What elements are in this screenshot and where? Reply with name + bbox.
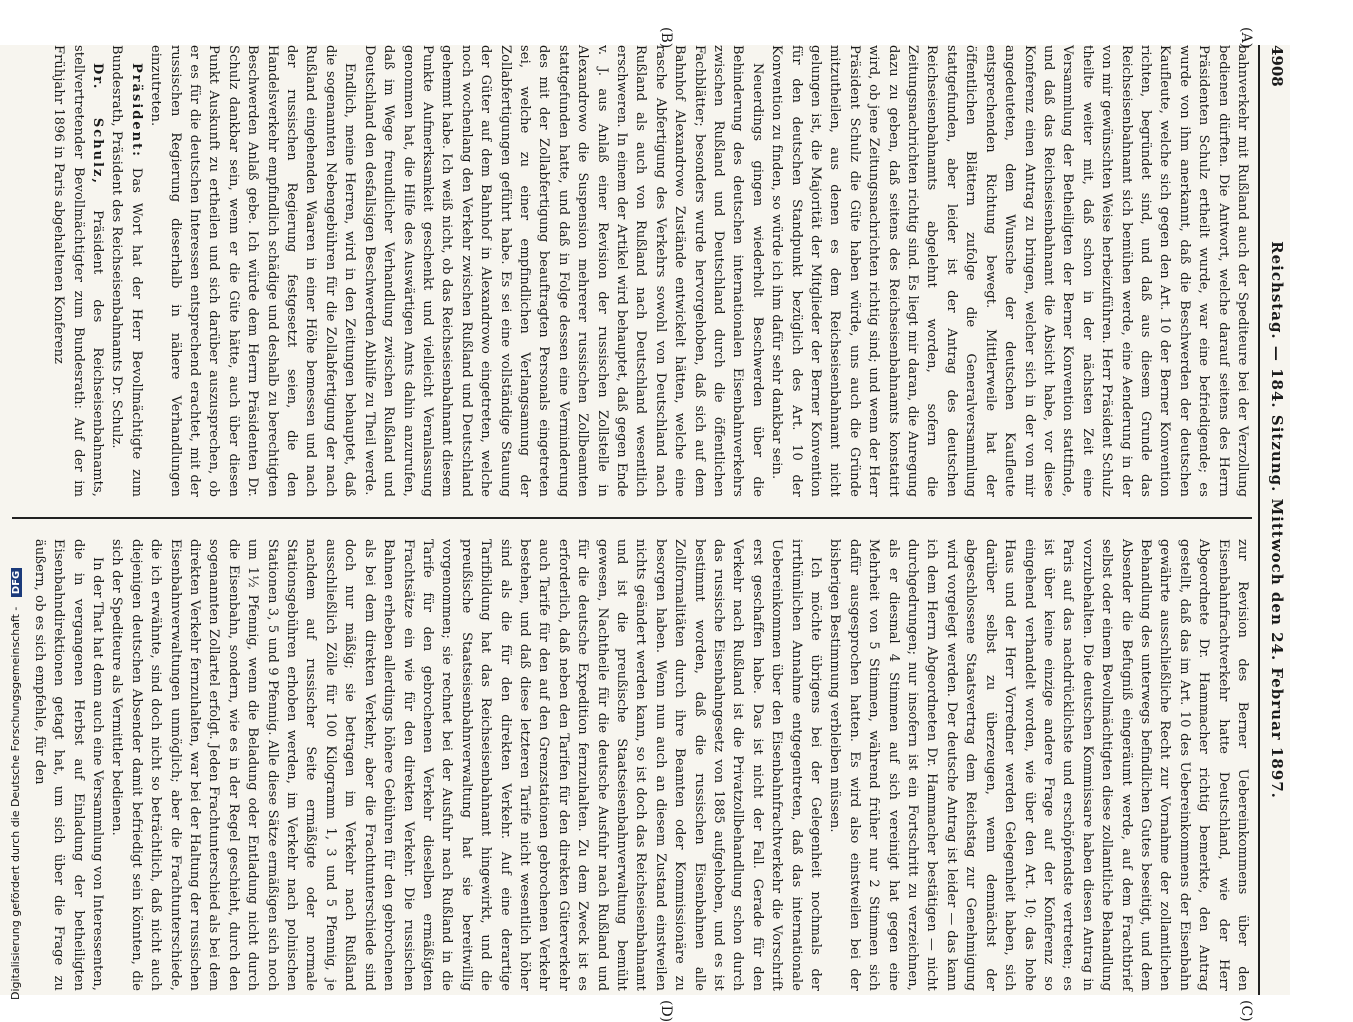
president-paragraph xyxy=(107,45,146,497)
left-paragraph-3: Endlich, meine Herren, wird in den Zeitungen behauptet, daß die sogenannten Nebengebühren für die Zollabfertigung der nach Rußland eingehenden Waaren in einer Höhe bemessen und nach der russischen Regierung festgesetzt seien, die den Handelsverkehr empfindlich schädige und deshalb zu berechtigten Beschwerden Anlaß gebe. Ich würde dem Herrn Präsidenten Dr. Schulz dankbar sein, wenn er die Güte hätte, auch über diesen Punkt Auskunft zu ertheilen und sich darüber auszusprechen, ob er es für die deutschen Interessen entsprechend erachtet, mit der russischen Regierung dieserhalb in nähere Verhandlungen einzutreten. xyxy=(148,45,358,497)
marker-d: (D) xyxy=(658,1000,674,1022)
running-head: Reichstag. — 184. Sitzung. Mittwoch den 24. Februar 1897. xyxy=(1268,241,1286,799)
marker-b: (B) xyxy=(658,27,674,49)
credit-text: Digitalisierung gefördert durch die Deutsche Forschungsgemeinschaft - xyxy=(9,606,22,1000)
right-column xyxy=(29,539,1252,991)
left-paragraph-2: Neuerdings gingen wiederholt Beschwerden über die Behinderung des deutschen internationalen Eisenbahnverkehrs zwischen Rußland und Deutschland durch die öffentlichen Fachblätter; besonders wurde hervorgehoben, daß sich auf dem Bahnhof Alexandrowo Zustände entwickelt hätten, welche eine rasche Abfertigung des Verkehrs sowohl von Deutschland nach Rußland als auch von Rußland nach Deutschland wesentlich erschweren. In einem der Artikel wird behauptet, daß gegen Ende v. J. aus Anlaß einer Revision der russischen Zollstelle in Alexandrowo die Suspension mehrerer russischen Zollbeamten stattgefunden hatte, und daß in Folge dessen eine Verminderung des mit der Zollabfertigung beauftragten Personals eingetreten sei, welche zu einer empfindlichen Verlangsamung der Zollabfertigungen geführt habe. Es sei eine vollständige Stauung der Güter auf dem Bahnhof in Alexandrowo eingetreten, welche noch wochenlang den Verkehr zwischen Rußland und Deutschland gehemmt habe. Ich weiß nicht, ob das Reichseisenbahnamt diesem Punkte Aufmerksamkeit geschenkt und vielleicht Veranlassung genommen hat, die Hilfe des Auswärtigen Amts dahin anzurufen, daß im Wege freundlicher Verhandlung zwischen Rußland und Deutschland den desfallsigen Beschwerden Abhilfe zu Theil werde. xyxy=(361,45,765,497)
digitization-credit xyxy=(9,0,22,1000)
header-rule xyxy=(1258,45,1260,995)
speaker-label: Dr. Schulz, xyxy=(90,63,106,185)
dfg-logo: DFG xyxy=(11,568,22,597)
speaker-paragraph xyxy=(49,45,107,497)
left-paragraph-1: bahnverkehr mit Rußland auch der Spediteure bei der Verzollung bedienen dürften. Die Antwort, welche darauf seitens des Herrn Präsidenten Schulz ertheilt wurde, war eine befriedigende; es wurde von ihm anerkannt, daß die Beschwerden der deutschen Kaufleute, welche sich gegen den Art. 10 der Berner Konvention richten, begründet sind, und daß aus diesem Grunde das Reichseisenbahnamt sich bemühen werde, eine Aenderung in der von mir gewünschten Weise herbeizuführen. Herr Präsident Schulz theilte weiter mit, daß schon in der nächsten Zeit eine Versammlung der Betheiligten der Berner Konvention stattfinde, und daß das Reichseisenbahnamt die Absicht habe, vor diese Konferenz einen Antrag zu bringen, welcher sich in der von mir angedeuteten, dem Wunsche der deutschen Kaufleute entsprechenden Richtung bewegt. Mittlerweile hat der öffentlichen Blättern zufolge die Generalversammlung stattgefunden, aber leider ist der Antrag des deutschen Reichseisenbahnamts abgelehnt worden, sofern die Zeitungsnachrichten richtig sind. Es liegt mir daran, die Anregung dazu zu geben, daß seitens des Reichseisenbahnamts konstatirt wird, ob jene Zeitungsnachrichten richtig sind; und wenn der Herr Präsident Schulz die Güte haben würde, uns auch die Gründe mitzutheilen, aus denen es dem Reichseisenbahnamt nicht gelungen ist, die Majorität der Mitglieder der Berner Konvention für den deutschen Standpunkt bezüglich des Art. 10 der Konvention zu finden, so würde ich ihm dafür sehr dankbar sein. xyxy=(769,45,1250,497)
president-label: Präsident: xyxy=(128,63,144,158)
marker-a: (A) xyxy=(1238,27,1254,49)
right-paragraph-2: Ich möchte übrigens bei der Gelegenheit nochmals der irrthümlichen Annahme entgegentreten, daß das internationale Uebereinkommen über den Eisenbahnfrachtverkehr die Vorschrift erst geschaffen habe. Das ist nicht der Fall. Gerade für den Verkehr nach Rußland ist die Privatzollbehandlung schon durch das russische Eisenbahngesetz von 1885 aufgehoben, und es ist bestimmt worden, daß die russischen Eisenbahnen alle Zollformalitäten durch ihre Beamten oder Kommissionäre zu besorgen haben. Wenn nun auch an diesem Zustand einstweilen nichts geändert werden kann, so ist doch das Reichseisenbahnamt und ist die preußische Staatseisenbahnverwaltung bemüht gewesen, Nachtheile für die deutsche Ausfuhr nach Rußland und für die deutsche Expedition fernzuhalten. Zu dem Zweck ist es erforderlich, daß neben den Tarifen für den direkten Güterverkehr auch Tarife für den auf den Grenzstationen gebrochenen Verkehr bestehen, und daß diese letzteren Tarife nicht wesentlich höher sind als die für den direkten Verkehr. Auf eine derartige Tarifbildung hat das Reichseisenbahnamt hingewirkt, und die preußische Staatseisenbahnverwaltung hat sie bereitwillig vorgenommen; sie rechnet bei der Ausfuhr nach Rußland in die Tarife für den gebrochenen Verkehr dieselben ermäßigten Frachtsätze ein wie für den direkten Verkehr. Die russischen Bahnen erheben allerdings höhere Gebühren für den gebrochenen als bei dem direkten Verkehr, aber die Frachtunterschiede sind doch nur mäßig; sie betragen im Verkehr nach Rußland ausschließlich Zölle für 100 Kilogramm 1, 3 und 5 Pfennig, je nachdem auf russischer Seite ermäßigte oder normale Stationsgebühren erhoben werden, im Verkehr nach polnischen Stationen 3, 5 und 9 Pfennig. Alle diese Sätze ermäßigen sich noch um 1½ Pfennig, wenn die Beladung oder Entladung nicht durch die Eisenbahn, sondern, wie es in der Regel geschieht, durch den sogenannten Zollartel erfolgt. Jeden Frachtunterschied als bei dem direkten Verkehr fernzuhalten, war bei der Haltung der russischen Eisenbahnverwaltungen unmöglich; aber die Frachtunterschiede, die ich erwähnte, sind doch nicht so beträchtlich, daß nicht auch diejenigen deutschen Absender damit befriedigt sein könnten, die sich der Spediteure als Vermittler bedienen. xyxy=(109,539,824,991)
page-number: 4908 xyxy=(1268,45,1286,87)
right-paragraph-3: In der That hat denn auch eine Versammlung von Interessenten, die in vergangenen Herbst auf Einladung der betheiligten Eisenbahndirektionen getagt hat, um sich über die Frage zu äußern, ob es sich empfehle, für den xyxy=(31,539,106,991)
newspaper-page xyxy=(0,27,1290,1022)
left-column xyxy=(49,45,1252,497)
right-paragraph-1: zur Revision des Berner Uebereinkommens über den Eisenbahnfrachtverkehr hatte Deutschland, wie der Herr Abgeordnete Dr. Hammacher richtig bemerkte, den Antrag gestellt, daß das im Art. 10 des Uebereinkommens der Eisenbahn gewährte ausschließliche Recht zur Vornahme der zollamtlichen Behandlung des unterwegs befindlichen Gutes beseitigt, und dem Absender die Befugniß eingeräumt werde, auf dem Frachtbrief selbst oder einem Bevollmächtigten diese zollamtliche Behandlung vorzubehalten. Die deutschen Kommissare haben diesen Antrag in Paris auf das nachdrücklichste und erschöpfendste vertreten; es ist über keine einzige andere Frage auf der Konferenz so eingehend verhandelt worden, wie über den Art. 10; das hohe Haus und der Herr Vorredner werden Gelegenheit haben, sich darüber selbst zu überzeugen, wenn demnächst der abgeschlossene Staatsvertrag dem Reichstag zur Genehmigung wird vorgelegt werden. Der deutsche Antrag ist leider — das kann ich dem Herrn Abgeordneten Dr. Hammacher bestätigen — nicht durchgedrungen; nur insofern ist ein Fortschritt zu verzeichnen, als er diesmal 4 Stimmen auf sich vereinigt hat gegen eine Mehrheit von 5 Stimmen, während früher nur 2 Stimmen sich dafür ausgesprochen hatten. Es wird also einstweilen bei der bisherigen Bestimmung verbleiben müssen. xyxy=(827,539,1250,991)
speaker-text: Präsident des Reichseisenbahnamts, stellvertretender Bevollmächtigter zum Bundesrath: Auf der im Frühjahr 1896 in Paris abgehaltenen Konferenz xyxy=(51,45,106,497)
president-text: Das Wort hat der Herr Bevollmächtigte zum Bundesrath, Präsident des Reichseisenbahnamts Dr. Schulz. xyxy=(109,45,144,497)
column-divider xyxy=(12,517,1252,519)
page-header xyxy=(1260,45,1290,995)
marker-c: (C) xyxy=(1238,1000,1254,1022)
